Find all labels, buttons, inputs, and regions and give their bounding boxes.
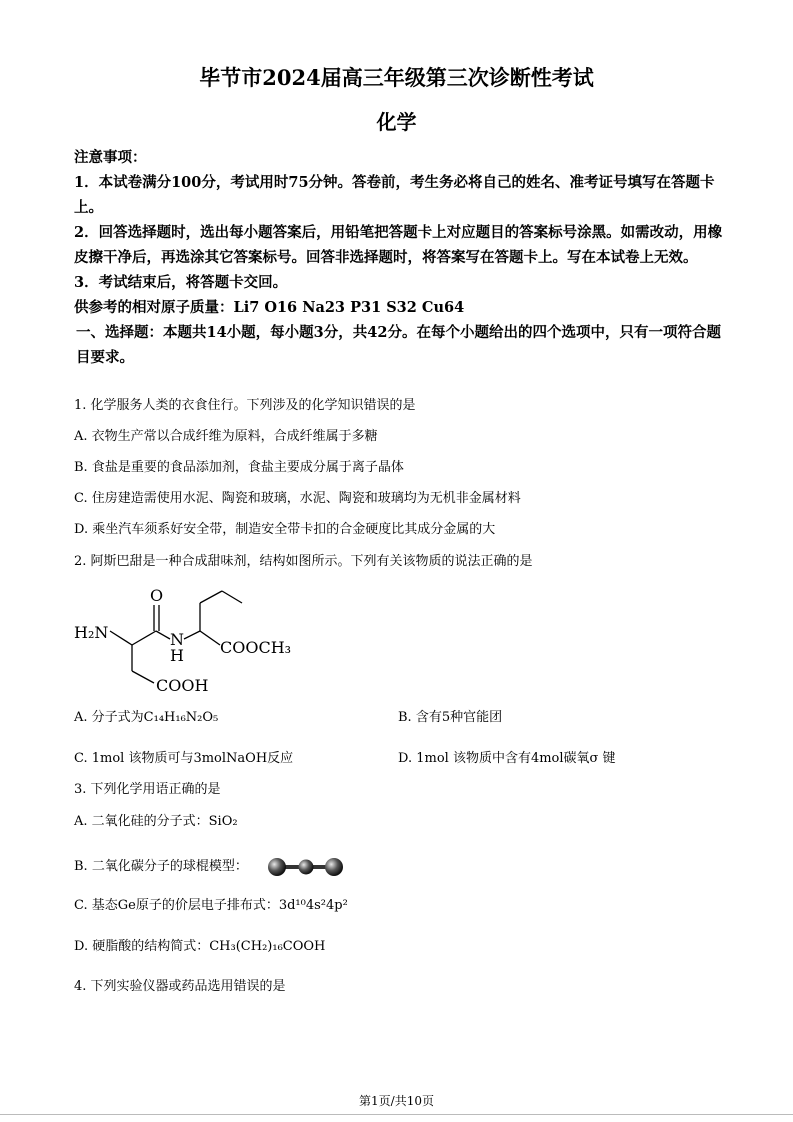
q3-option-c-formula: 3d¹⁰4s²4p² [278,898,348,913]
aspartame-structure [70,583,310,703]
exam-title: 毕节市2024届高三年级第三次诊断性考试 [199,65,594,90]
q3-option-a-formula: SiO₂ [208,814,238,829]
co2-ball-stick-model [266,856,346,878]
q2-option-c: C. 1mol 该物质可与3molNaOH反应 [74,751,294,766]
mol-nitrogen-label: N [170,630,184,649]
mol-ester-label: COOCH₃ [220,638,292,657]
q1-option-b: B. 食盐是重要的食品添加剂，食盐主要成分属于离子晶体 [74,460,404,475]
q1-option-a: A. 衣物生产常以合成纤维为原料，合成纤维属于多糖 [74,429,378,444]
instructions-heading: 注意事项： [74,149,147,166]
section-heading: 一、选择题：本题共14小题，每小题3分，共42分。在每个小题给出的四个选项中，只有一项符合题目要求。 [76,324,721,366]
q3-option-d-formula: CH₃(CH₂)₁₆COOH [209,939,326,954]
instruction-2: 2．回答选择题时，选出每小题答案后，用铅笔把答题卡上对应题目的答案标号涂黑。如需改动，用橡皮擦干净后，再选涂其它答案标号。回答非选择题时，将答案写在答题卡上。写在本试卷上无效。 [74,224,723,266]
q4-stem: 4. 下列实验仪器或药品选用错误的是 [74,979,286,994]
q1-stem: 1. 化学服务人类的衣食住行。下列涉及的化学知识错误的是 [74,398,416,413]
mol-oxygen-label: O [150,586,164,605]
instructions [74,145,734,370]
q2-option-a [74,709,218,727]
instruction-1: 1．本试卷满分100分，考试用时75分钟。答卷前，考生务必将自己的姓名、准考证号填写在答题卡上。 [74,174,715,216]
q3-stem: 3. 下列化学用语正确的是 [74,782,221,797]
q3-option-a [74,813,238,831]
page-number: 第1页/共10页 [359,1094,434,1108]
q1-option-d: D. 乘坐汽车须系好安全带，制造安全带卡扣的合金硬度比其成分金属的大 [74,522,496,537]
footer-divider [0,1114,793,1115]
q3-option-d [74,938,325,956]
subject-title: 化学 [376,110,417,134]
q3-option-b-prefix: B. 二氧化碳分子的球棍模型： [74,859,248,874]
q2-option-a-formula: C₁₄H₁₆N₂O₅ [143,710,219,725]
instruction-3: 3．考试结束后，将答题卡交回。 [74,274,288,291]
q1-option-c: C. 住房建造需使用水泥、陶瓷和玻璃，水泥、陶瓷和玻璃均为无机非金属材料 [74,491,521,506]
mol-amine-label: H₂N [74,623,109,642]
q3-option-c [74,897,348,915]
q3-option-c-prefix: C. 基态Ge原子的价层电子排布式： [74,898,279,913]
mol-hydrogen-label: H [170,646,184,665]
q3-option-a-prefix: A. 二氧化硅的分子式： [74,814,209,829]
q3-option-d-prefix: D. 硬脂酸的结构简式： [74,939,210,954]
q2-option-b: B. 含有5种官能团 [398,710,503,725]
atomic-masses: 供参考的相对原子质量：Li7 O16 Na23 P31 S32 Cu64 [74,299,465,316]
q2-option-a-prefix: A. 分子式为 [74,710,144,725]
q2-stem: 2. 阿斯巴甜是一种合成甜味剂，结构如图所示。下列有关该物质的说法正确的是 [74,554,533,569]
q2-option-d: D. 1mol 该物质中含有4mol碳氧σ 键 [398,751,616,766]
mol-acid-label: COOH [156,676,209,695]
q3-option-b [74,858,248,876]
